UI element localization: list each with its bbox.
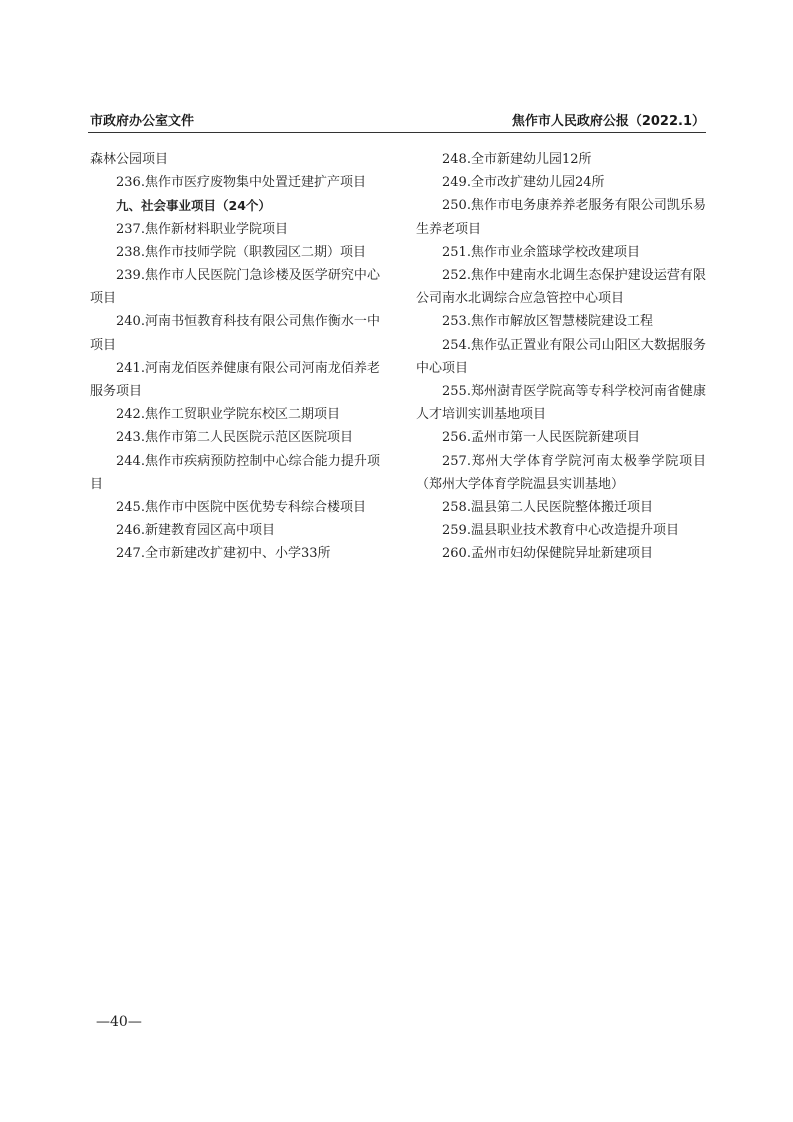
- header-rule: [88, 132, 706, 133]
- section-heading: 九、社会事业项目（24个）: [116, 198, 271, 214]
- list-item: 248.全市新建幼儿园12所: [442, 152, 592, 167]
- list-item: 238.焦作市技师学院（职教园区二期）项目: [116, 244, 366, 260]
- list-item: 250.焦作市电务康养养老服务有限公司凯乐易生养老项目: [416, 198, 706, 237]
- list-item: 237.焦作新材料职业学院项目: [116, 221, 288, 237]
- list-item: 251.焦作市业余篮球学校改建项目: [442, 244, 640, 260]
- list-item: 257.郑州大学体育学院河南太极拳学院项目（郑州大学体育学院温县实训基地）: [416, 453, 706, 492]
- list-item: 249.全市改扩建幼儿园24所: [442, 175, 605, 191]
- list-item: 260.孟州市妇幼保健院异址新建项目: [442, 546, 653, 562]
- list-item: 239.焦作市人民医院门急诊楼及医学研究中心项目: [90, 268, 380, 307]
- page-number: —40—: [96, 1014, 142, 1030]
- list-item: 256.孟州市第一人民医院新建项目: [442, 430, 640, 446]
- list-item: 245.焦作市中医院中医优势专科综合楼项目: [116, 500, 366, 516]
- list-item: 247.全市新建改扩建初中、小学33所: [116, 546, 331, 562]
- list-item: 240.河南书恒教育科技有限公司焦作衡水一中项目: [90, 314, 380, 353]
- list-item: 243.焦作市第二人民医院示范区医院项目: [116, 430, 353, 446]
- list-item: 255.郑州澍青医学院高等专科学校河南省健康人才培训实训基地项目: [416, 384, 706, 423]
- list-item: 254.焦作弘正置业有限公司山阳区大数据服务中心项目: [416, 337, 706, 376]
- right-column: [416, 148, 706, 566]
- list-item: 242.焦作工贸职业学院东校区二期项目: [116, 407, 340, 423]
- list-item: 258.温县第二人民医院整体搬迁项目: [442, 500, 653, 516]
- page-header: [90, 110, 705, 130]
- list-item: 259.温县职业技术教育中心改造提升项目: [442, 523, 679, 539]
- list-item: 244.焦作市疾病预防控制中心综合能力提升项目: [90, 453, 380, 492]
- header-document-type: 市政府办公室文件: [90, 114, 195, 129]
- left-column: [90, 148, 380, 566]
- list-item: 252.焦作中建南水北调生态保护建设运营有限公司南水北调综合应急管控中心项目: [416, 268, 706, 307]
- list-item: 236.焦作市医疗废物集中处置迁建扩产项目: [116, 175, 366, 191]
- list-item: 森林公园项目: [90, 152, 169, 167]
- header-publication-title: 焦作市人民政府公报（2022.1）: [511, 114, 705, 129]
- list-item: 246.新建教育园区高中项目: [116, 523, 275, 539]
- list-item: 241.河南龙佰医养健康有限公司河南龙佰养老服务项目: [90, 360, 380, 400]
- list-item: 253.焦作市解放区智慧楼院建设工程: [442, 314, 653, 330]
